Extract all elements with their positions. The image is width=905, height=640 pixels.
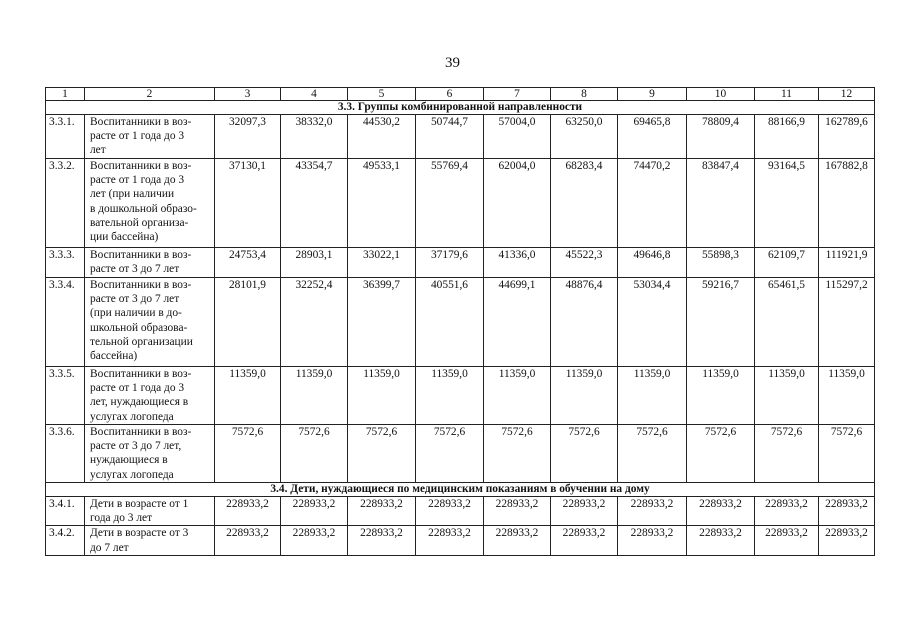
- value-cell: 48876,4: [551, 278, 618, 367]
- table-row: [46, 278, 875, 367]
- column-number-8: 8: [551, 88, 618, 101]
- description-line: расте от 1 года до 3: [90, 382, 185, 395]
- value-cell: 88166,9: [755, 115, 819, 159]
- value-cell: 7572,6: [281, 425, 348, 483]
- row-code: 3.3.4.: [46, 278, 85, 367]
- row-code: 3.4.1.: [46, 497, 85, 526]
- value-cell: 45522,3: [551, 248, 618, 278]
- column-number-3: 3: [215, 88, 281, 101]
- column-number-11: 11: [755, 88, 819, 101]
- value-cell: 7572,6: [215, 425, 281, 483]
- column-number-12: 12: [819, 88, 875, 101]
- value-cell: 50744,7: [416, 115, 484, 159]
- value-cell: 40551,6: [416, 278, 484, 367]
- row-description: [85, 425, 215, 483]
- row-code: 3.3.3.: [46, 248, 85, 278]
- description-line: Воспитанники в воз-: [90, 368, 192, 380]
- description-line: ции бассейна): [90, 231, 159, 244]
- value-cell: 55898,3: [687, 248, 755, 278]
- description-line: Дети в возрасте от 3: [90, 527, 189, 540]
- value-cell: 44699,1: [484, 278, 551, 367]
- description-line: лет, нуждающиеся в: [90, 396, 189, 409]
- table-row: [46, 425, 875, 483]
- value-cell: 228933,2: [215, 526, 281, 556]
- description-line: нуждающиеся в: [90, 454, 168, 467]
- description-line: школьной образова-: [90, 321, 188, 334]
- row-description: [85, 497, 215, 526]
- description-line: расте от 3 до 7 лет: [90, 263, 180, 276]
- column-number-5: 5: [348, 88, 416, 101]
- row-description: [85, 159, 215, 248]
- column-number-7: 7: [484, 88, 551, 101]
- description-line: Воспитанники в воз-: [90, 426, 192, 438]
- value-cell: 115297,2: [819, 278, 875, 367]
- value-cell: 43354,7: [281, 159, 348, 248]
- value-cell: 11359,0: [819, 367, 875, 425]
- description-line: Воспитанники в воз-: [90, 249, 192, 261]
- description-line: услугах логопеда: [90, 410, 174, 423]
- row-description: [85, 526, 215, 556]
- description-line: расте от 3 до 7 лет: [90, 293, 180, 306]
- tariff-table: [45, 87, 875, 556]
- table-row: [46, 497, 875, 526]
- table-row: [46, 159, 875, 248]
- value-cell: 41336,0: [484, 248, 551, 278]
- value-cell: 162789,6: [819, 115, 875, 159]
- value-cell: 11359,0: [281, 367, 348, 425]
- value-cell: 7572,6: [484, 425, 551, 483]
- description-line: Дети в возрасте от 1: [90, 498, 189, 510]
- value-cell: 228933,2: [281, 497, 348, 526]
- value-cell: 228933,2: [618, 497, 687, 526]
- value-cell: 59216,7: [687, 278, 755, 367]
- description-line: Воспитанники в воз-: [90, 116, 192, 128]
- value-cell: 7572,6: [618, 425, 687, 483]
- section-title: 3.3. Группы комбинированной направленности: [46, 101, 875, 115]
- value-cell: 11359,0: [687, 367, 755, 425]
- value-cell: 111921,9: [819, 248, 875, 278]
- column-number-10: 10: [687, 88, 755, 101]
- value-cell: 228933,2: [416, 526, 484, 556]
- value-cell: 7572,6: [416, 425, 484, 483]
- value-cell: 11359,0: [618, 367, 687, 425]
- table-row: [46, 367, 875, 425]
- value-cell: 74470,2: [618, 159, 687, 248]
- value-cell: 44530,2: [348, 115, 416, 159]
- value-cell: 228933,2: [551, 526, 618, 556]
- value-cell: 63250,0: [551, 115, 618, 159]
- value-cell: 69465,8: [618, 115, 687, 159]
- value-cell: 33022,1: [348, 248, 416, 278]
- value-cell: 228933,2: [687, 497, 755, 526]
- row-description: [85, 248, 215, 278]
- value-cell: 11359,0: [755, 367, 819, 425]
- value-cell: 62004,0: [484, 159, 551, 248]
- value-cell: 36399,7: [348, 278, 416, 367]
- section-title: 3.4. Дети, нуждающиеся по медицинским показаниям в обучении на дому: [46, 483, 875, 497]
- description-line: Воспитанники в воз-: [90, 160, 192, 172]
- value-cell: 228933,2: [618, 526, 687, 556]
- description-line: лет: [90, 144, 106, 157]
- value-cell: 228933,2: [416, 497, 484, 526]
- value-cell: 78809,4: [687, 115, 755, 159]
- value-cell: 11359,0: [416, 367, 484, 425]
- value-cell: 228933,2: [687, 526, 755, 556]
- value-cell: 7572,6: [819, 425, 875, 483]
- value-cell: 228933,2: [215, 497, 281, 526]
- section-header-row: [46, 101, 875, 115]
- value-cell: 32097,3: [215, 115, 281, 159]
- page-number: 39: [445, 55, 460, 71]
- description-line: услугах логопеда: [90, 468, 174, 481]
- value-cell: 53034,4: [618, 278, 687, 367]
- row-code: 3.4.2.: [46, 526, 85, 556]
- value-cell: 83847,4: [687, 159, 755, 248]
- section-header-row: [46, 483, 875, 497]
- value-cell: 7572,6: [551, 425, 618, 483]
- column-number-2: 2: [85, 88, 215, 101]
- value-cell: 11359,0: [215, 367, 281, 425]
- value-cell: 167882,8: [819, 159, 875, 248]
- column-number-6: 6: [416, 88, 484, 101]
- description-line: вательной организа-: [90, 216, 189, 229]
- value-cell: 228933,2: [755, 497, 819, 526]
- value-cell: 32252,4: [281, 278, 348, 367]
- column-number-4: 4: [281, 88, 348, 101]
- row-description: [85, 115, 215, 159]
- value-cell: 11359,0: [348, 367, 416, 425]
- value-cell: 37130,1: [215, 159, 281, 248]
- value-cell: 228933,2: [551, 497, 618, 526]
- column-number-header: [46, 88, 875, 101]
- description-line: расте от 1 года до 3: [90, 174, 185, 187]
- description-line: до 7 лет: [90, 541, 129, 554]
- description-line: расте от 3 до 7 лет,: [90, 440, 182, 453]
- value-cell: 49646,8: [618, 248, 687, 278]
- description-line: в дошкольной образо-: [90, 202, 197, 215]
- value-cell: 68283,4: [551, 159, 618, 248]
- value-cell: 62109,7: [755, 248, 819, 278]
- row-code: 3.3.1.: [46, 115, 85, 159]
- value-cell: 7572,6: [755, 425, 819, 483]
- value-cell: 65461,5: [755, 278, 819, 367]
- value-cell: 24753,4: [215, 248, 281, 278]
- column-number-9: 9: [618, 88, 687, 101]
- value-cell: 228933,2: [819, 526, 875, 556]
- description-line: Воспитанники в воз-: [90, 279, 192, 291]
- description-line: расте от 1 года до 3: [90, 130, 185, 143]
- value-cell: 7572,6: [687, 425, 755, 483]
- value-cell: 228933,2: [484, 526, 551, 556]
- row-code: 3.3.6.: [46, 425, 85, 483]
- row-description: [85, 278, 215, 367]
- description-line: (при наличии в до-: [90, 307, 182, 320]
- description-line: бассейна): [90, 350, 138, 363]
- row-code: 3.3.2.: [46, 159, 85, 248]
- value-cell: 7572,6: [348, 425, 416, 483]
- table-row: [46, 248, 875, 278]
- table-row: [46, 115, 875, 159]
- row-description: [85, 367, 215, 425]
- value-cell: 57004,0: [484, 115, 551, 159]
- table-row: [46, 526, 875, 556]
- value-cell: 37179,6: [416, 248, 484, 278]
- value-cell: 28101,9: [215, 278, 281, 367]
- value-cell: 93164,5: [755, 159, 819, 248]
- value-cell: 228933,2: [484, 497, 551, 526]
- value-cell: 11359,0: [484, 367, 551, 425]
- value-cell: 11359,0: [551, 367, 618, 425]
- value-cell: 38332,0: [281, 115, 348, 159]
- value-cell: 228933,2: [819, 497, 875, 526]
- value-cell: 228933,2: [755, 526, 819, 556]
- description-line: года до 3 лет: [90, 512, 153, 525]
- row-code: 3.3.5.: [46, 367, 85, 425]
- value-cell: 55769,4: [416, 159, 484, 248]
- description-line: лет (при наличии: [90, 188, 175, 201]
- value-cell: 49533,1: [348, 159, 416, 248]
- column-number-1: 1: [46, 88, 85, 101]
- description-line: тельной организации: [90, 335, 193, 348]
- value-cell: 228933,2: [281, 526, 348, 556]
- value-cell: 28903,1: [281, 248, 348, 278]
- value-cell: 228933,2: [348, 497, 416, 526]
- value-cell: 228933,2: [348, 526, 416, 556]
